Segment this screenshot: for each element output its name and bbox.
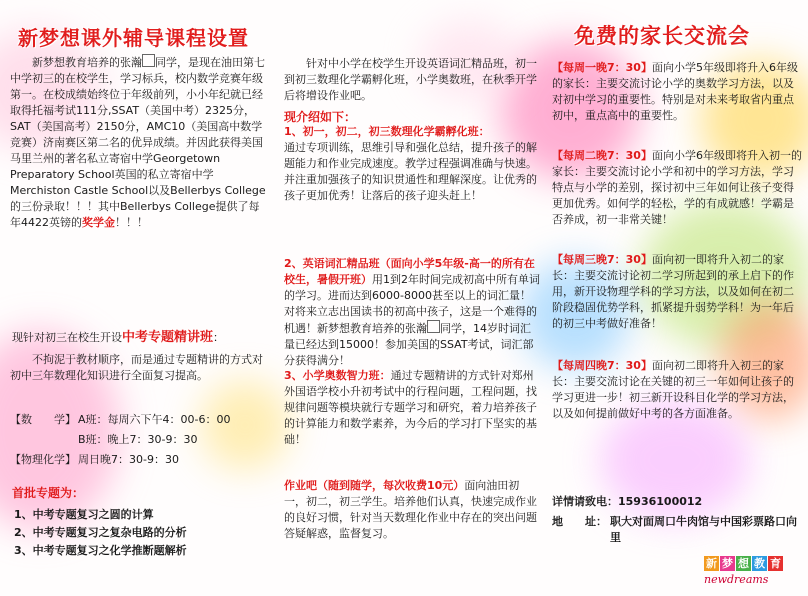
middle-intro: 针对中小学在校学生开设英语词汇精品班，初一到初三数理化学霸孵化班，小学奥数班，在秋季开学后将增设作业吧。 <box>284 57 537 102</box>
list-item: 3、中考专题复习之化学推断题解析 <box>14 544 187 557</box>
address-text: 职大对面周口牛肉馆与中国彩票路口向里 <box>610 515 797 544</box>
contact-phone <box>552 494 802 510</box>
schedule-label: 【数 学】 <box>10 413 76 426</box>
course-description: 不拘泥于教材顺序，而是通过专题精讲的方式对初中三年数理化知识进行全面复习提高。 <box>10 353 263 382</box>
schedule-text: A班：每周六下午4：00-6：00 <box>78 413 231 426</box>
section-body: 通过专项训练，思维引导和强化总结，提升孩子的解题能力和作业完成速度。教学过程强调准确与快速。并注重加强孩子的知识贯通性和理解深度。让优秀的孩子更加优秀！让落后的孩子迎头赶上！ <box>284 141 537 202</box>
section-3 <box>284 368 540 448</box>
schedule-text: B班：晚上7：30-9：30 <box>78 433 198 446</box>
phone-number: 15936100012 <box>618 495 703 508</box>
intro-part1: 新梦想教育培养的张瀚 <box>32 56 142 69</box>
section-body-b: 同学，14岁时词汇量已经达到15000！参加美国的SSAT考试，词汇部分获得满分！ <box>284 322 534 367</box>
logo-char: 梦 <box>722 557 733 570</box>
list-item: 2、中考专题复习之复杂电路的分析 <box>14 526 187 539</box>
session-time: 【每周三晚7：30】 <box>552 253 652 266</box>
right-title: 免费的家长交流会 <box>574 24 750 48</box>
session-time: 【每周四晚7：30】 <box>552 359 652 372</box>
section-title: 2、英语词汇精品班（面向小学5年级-高一的所有在校生，暑假开班） <box>284 257 535 286</box>
section-title: 作业吧（随到随学，每次收费10元） <box>284 479 465 492</box>
newdreams-logo <box>704 552 800 592</box>
logo-char: 教 <box>754 557 765 570</box>
section-body: 面向油田初一，初二，初三学生。培养他们认真，快速完成作业的良好习惯，针对当天数理化作业中存在的突出问题答疑解惑，监督复习。 <box>284 479 537 540</box>
schedule-row <box>10 432 270 452</box>
logo-char: 育 <box>770 557 781 570</box>
session <box>552 358 802 422</box>
contact-address <box>552 514 804 546</box>
course-name: 中考专题精讲班 <box>122 330 214 345</box>
session-time: 【每周二晚7：30】 <box>552 149 652 162</box>
scholarship-text: 奖学金 <box>82 216 115 229</box>
session <box>552 60 802 124</box>
course-heading <box>12 330 270 346</box>
now-intro: 现介绍如下： <box>284 110 357 124</box>
session-body: 面向小学5年级即将升入6年级的家长：主要交流讨论小学的奥数学习方法，以及对初中学习的重要性。特别是对未来考取省内重点初中，重点高中的重要性。 <box>552 61 798 122</box>
logo-char: 想 <box>738 557 749 570</box>
session <box>552 148 802 228</box>
address-label: 地 址： <box>552 515 607 528</box>
section-1 <box>284 124 540 204</box>
logo-text: newdreams <box>704 573 769 586</box>
schedule-row <box>10 452 270 472</box>
schedule <box>10 412 270 472</box>
session-body: 面向小学6年级即将升入初一的家长：主要交流讨论小学和初中的学习方法，学习特点与小学的差别，探讨初中三年如何让孩子变得更加优秀。如何学的轻松，学的有成就感！学霸是否养成，初一非常关键！ <box>552 149 802 226</box>
topics-list <box>14 506 270 560</box>
session <box>552 252 802 332</box>
schedule-text: 周日晚7：30-9：30 <box>78 453 179 466</box>
student-intro <box>10 54 266 231</box>
course-post: ： <box>213 331 225 344</box>
schedule-label: 【物理化学】 <box>10 453 76 466</box>
section-title: 1、初一，初二，初三数理化学霸孵化班： <box>284 125 490 138</box>
session-body: 面向初一即将升入初二的家长：主要交流讨论初二学习所起到的承上启下的作用，新开设物理学科的学习方法，以及如何在初二阶段稳固优势学科，抓紧提升弱势学科！为一年后的初三中考做好准备！ <box>552 253 794 330</box>
intro-end: ！！！ <box>115 216 148 229</box>
section-body-a: 用1到2年时间完成初高中所有单词的学习。进而达到6000-8000甚至以上的词汇量！对将来立志出国读书的初高中孩子，这是一个难得的机遇！新梦想教育培养的张瀚 <box>284 273 540 335</box>
course-pre: 现针对初三在校生开设 <box>12 331 122 344</box>
section-2 <box>284 256 540 369</box>
section-title: 3、小学奥数智力班： <box>284 369 391 382</box>
left-title: 新梦想课外辅导课程设置 <box>18 26 249 50</box>
session-body: 面向初二即将升入初三的家长：主要交流讨论在关键的初三一年如何让孩子的学习更进一步！初三新开设科目化学的学习方法，以及如何提前做好中考的各方面准备。 <box>552 359 794 420</box>
logo-chars <box>704 552 800 571</box>
topics-title: 首批专题为： <box>12 486 85 500</box>
session-time: 【每周一晚7：30】 <box>552 61 652 74</box>
logo-char: 新 <box>706 557 717 570</box>
intro-part2: 同学，是现在油田第七中学初三的在校学生，学习标兵，校内数学竞赛年级第一。在校成绩始终位于年级前列，小小年纪就已经取得托福考试111分,SSAT（美国中考）2325分，SAT（美国高考）2150分，AMC10（美国高中数学竞赛）济南赛区第二名的优异成绩。并因此获得美国马里兰州的著名私立寄宿中学Georgetown Preparatory School英国的私立寄宿中学Merchiston Castle School以及Bellerbys College的三份录取！！！其中Bellerbys College提供了每年4422英镑的 <box>10 56 266 229</box>
section-4 <box>284 478 540 542</box>
section-body: 通过专题精讲的方式针对郑州外国语学校小升初考试中的行程问题，工程问题，找规律问题等模块就行专题学习和研究，着力培养孩子的计算能力和数学素养，为今后的学习打下坚实的基础！ <box>284 369 537 446</box>
list-item: 1、中考专题复习之圆的计算 <box>14 508 154 521</box>
schedule-row <box>10 412 270 432</box>
missing-char-box <box>427 320 440 333</box>
phone-label: 详情请致电： <box>552 495 618 508</box>
missing-char-box <box>142 54 155 67</box>
